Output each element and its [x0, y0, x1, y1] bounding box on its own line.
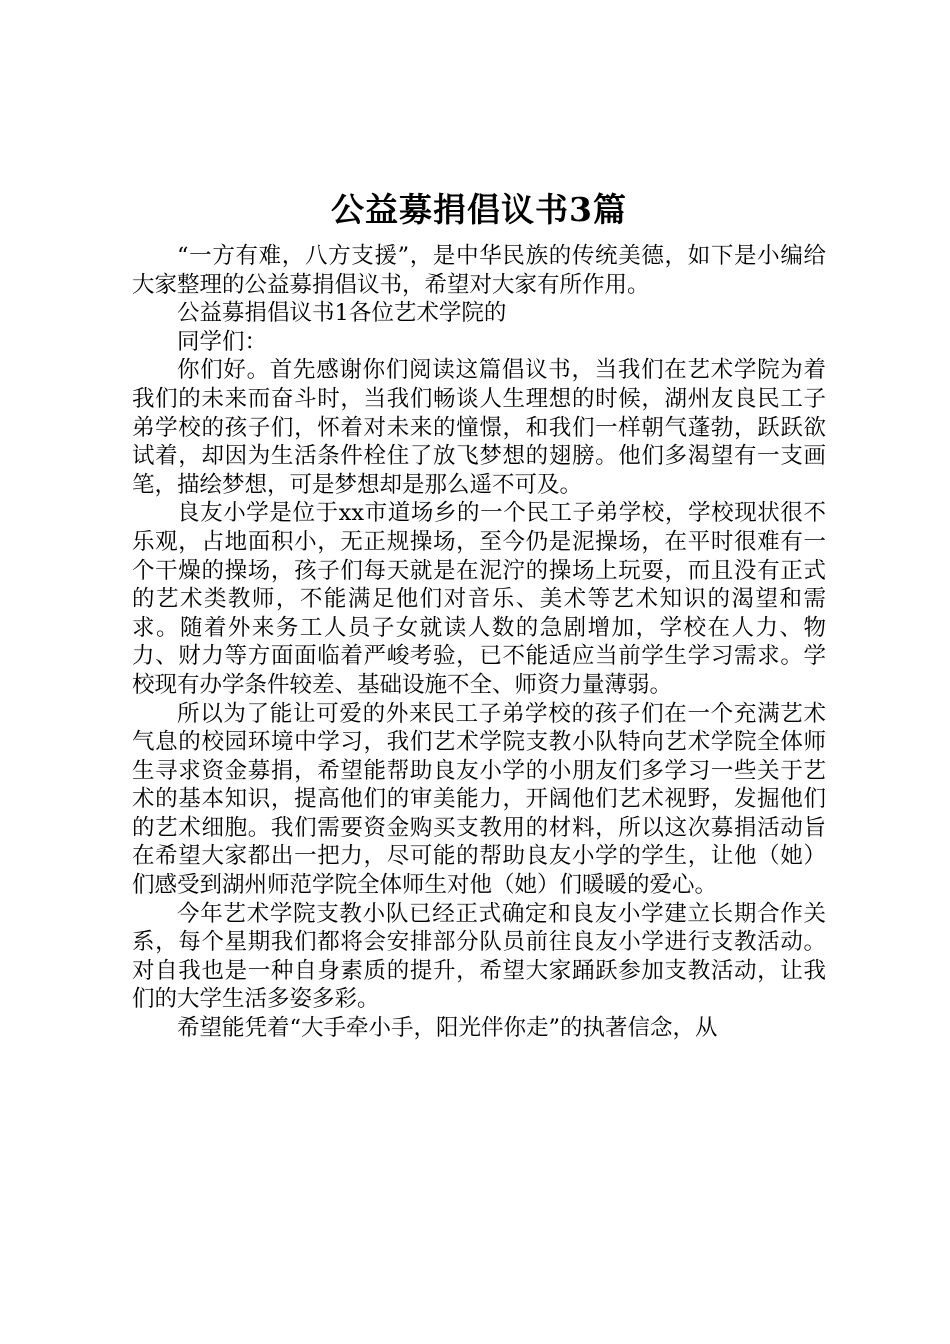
paragraph-cooperation: 今年艺术学院支教小队已经正式确定和良友小学建立长期合作关系，每个星期我们都将会安排部分队员前往良友小学进行支教活动。对自我也是一种自身素质的提升，希望大家踊跃参加支教活动，让我们的大学生活多姿多彩。 [132, 900, 826, 1013]
paragraph-fundraising-purpose: 所以为了能让可爱的外来民工子弟学校的孩子们在一个充满艺术气息的校园环境中学习，我们艺术学院支教小队特向艺术学院全体师生寻求资金募捐，希望能帮助良友小学的小朋友们多学习一些关于艺术的基本知识，提高他们的审美能力，开阔他们艺术视野，发掘他们的艺术细胞。我们需要资金购买支教用的材料，所以这次募捐活动旨在希望大家都出一把力，尽可能的帮助良友小学的学生，让他（她）们感受到湖州师范学院全体师生对他（她）们暖暖的爱心。 [132, 700, 826, 899]
paragraph-closing: 希望能凭着“大手牵小手，阳光伴你走”的执著信念，从 [177, 1015, 718, 1042]
paragraph-intro: “一方有难，八方支援”，是中华民族的传统美德，如下是小编给大家整理的公益募捐倡议书，希望对大家有所作用。 [132, 243, 826, 298]
paragraph-school-situation: 良友小学是位于xx市道场乡的一个民工子弟学校，学校现状很不乐观，占地面积小，无正规操场，至今仍是泥操场，在平时很难有一个干燥的操场，孩子们每天就是在泥泞的操场上玩耍，而且没有正式的艺术类教师，不能满足他们对音乐、美术等艺术知识的渴望和需求。随着外来务工人员子女就读人数的急剧增加，学校在人力、物力、财力等方面面临着严峻考验，已不能适应当前学生学习需求。学校现有办学条件较差、基础设施不全、师资力量薄弱。 [132, 500, 826, 698]
paragraph-letter-heading: 公益募捐倡议书1各位艺术学院的 [177, 300, 507, 327]
document-page [132, 182, 826, 1043]
document-title: 公益募捐倡议书3篇 [331, 190, 627, 229]
paragraph-greeting: 你们好。首先感谢你们阅读这篇倡议书，当我们在艺术学院为着我们的未来而奋斗时，当我们畅谈人生理想的时候，湖州友良民工子弟学校的孩子们，怀着对未来的憧憬，和我们一样朝气蓬勃，跃跃欲试着，却因为生活条件栓住了放飞梦想的翅膀。他们多渴望有一支画笔，描绘梦想，可是梦想却是那么遥不可及。 [132, 357, 826, 498]
paragraph-salutation: 同学们： [177, 328, 268, 355]
